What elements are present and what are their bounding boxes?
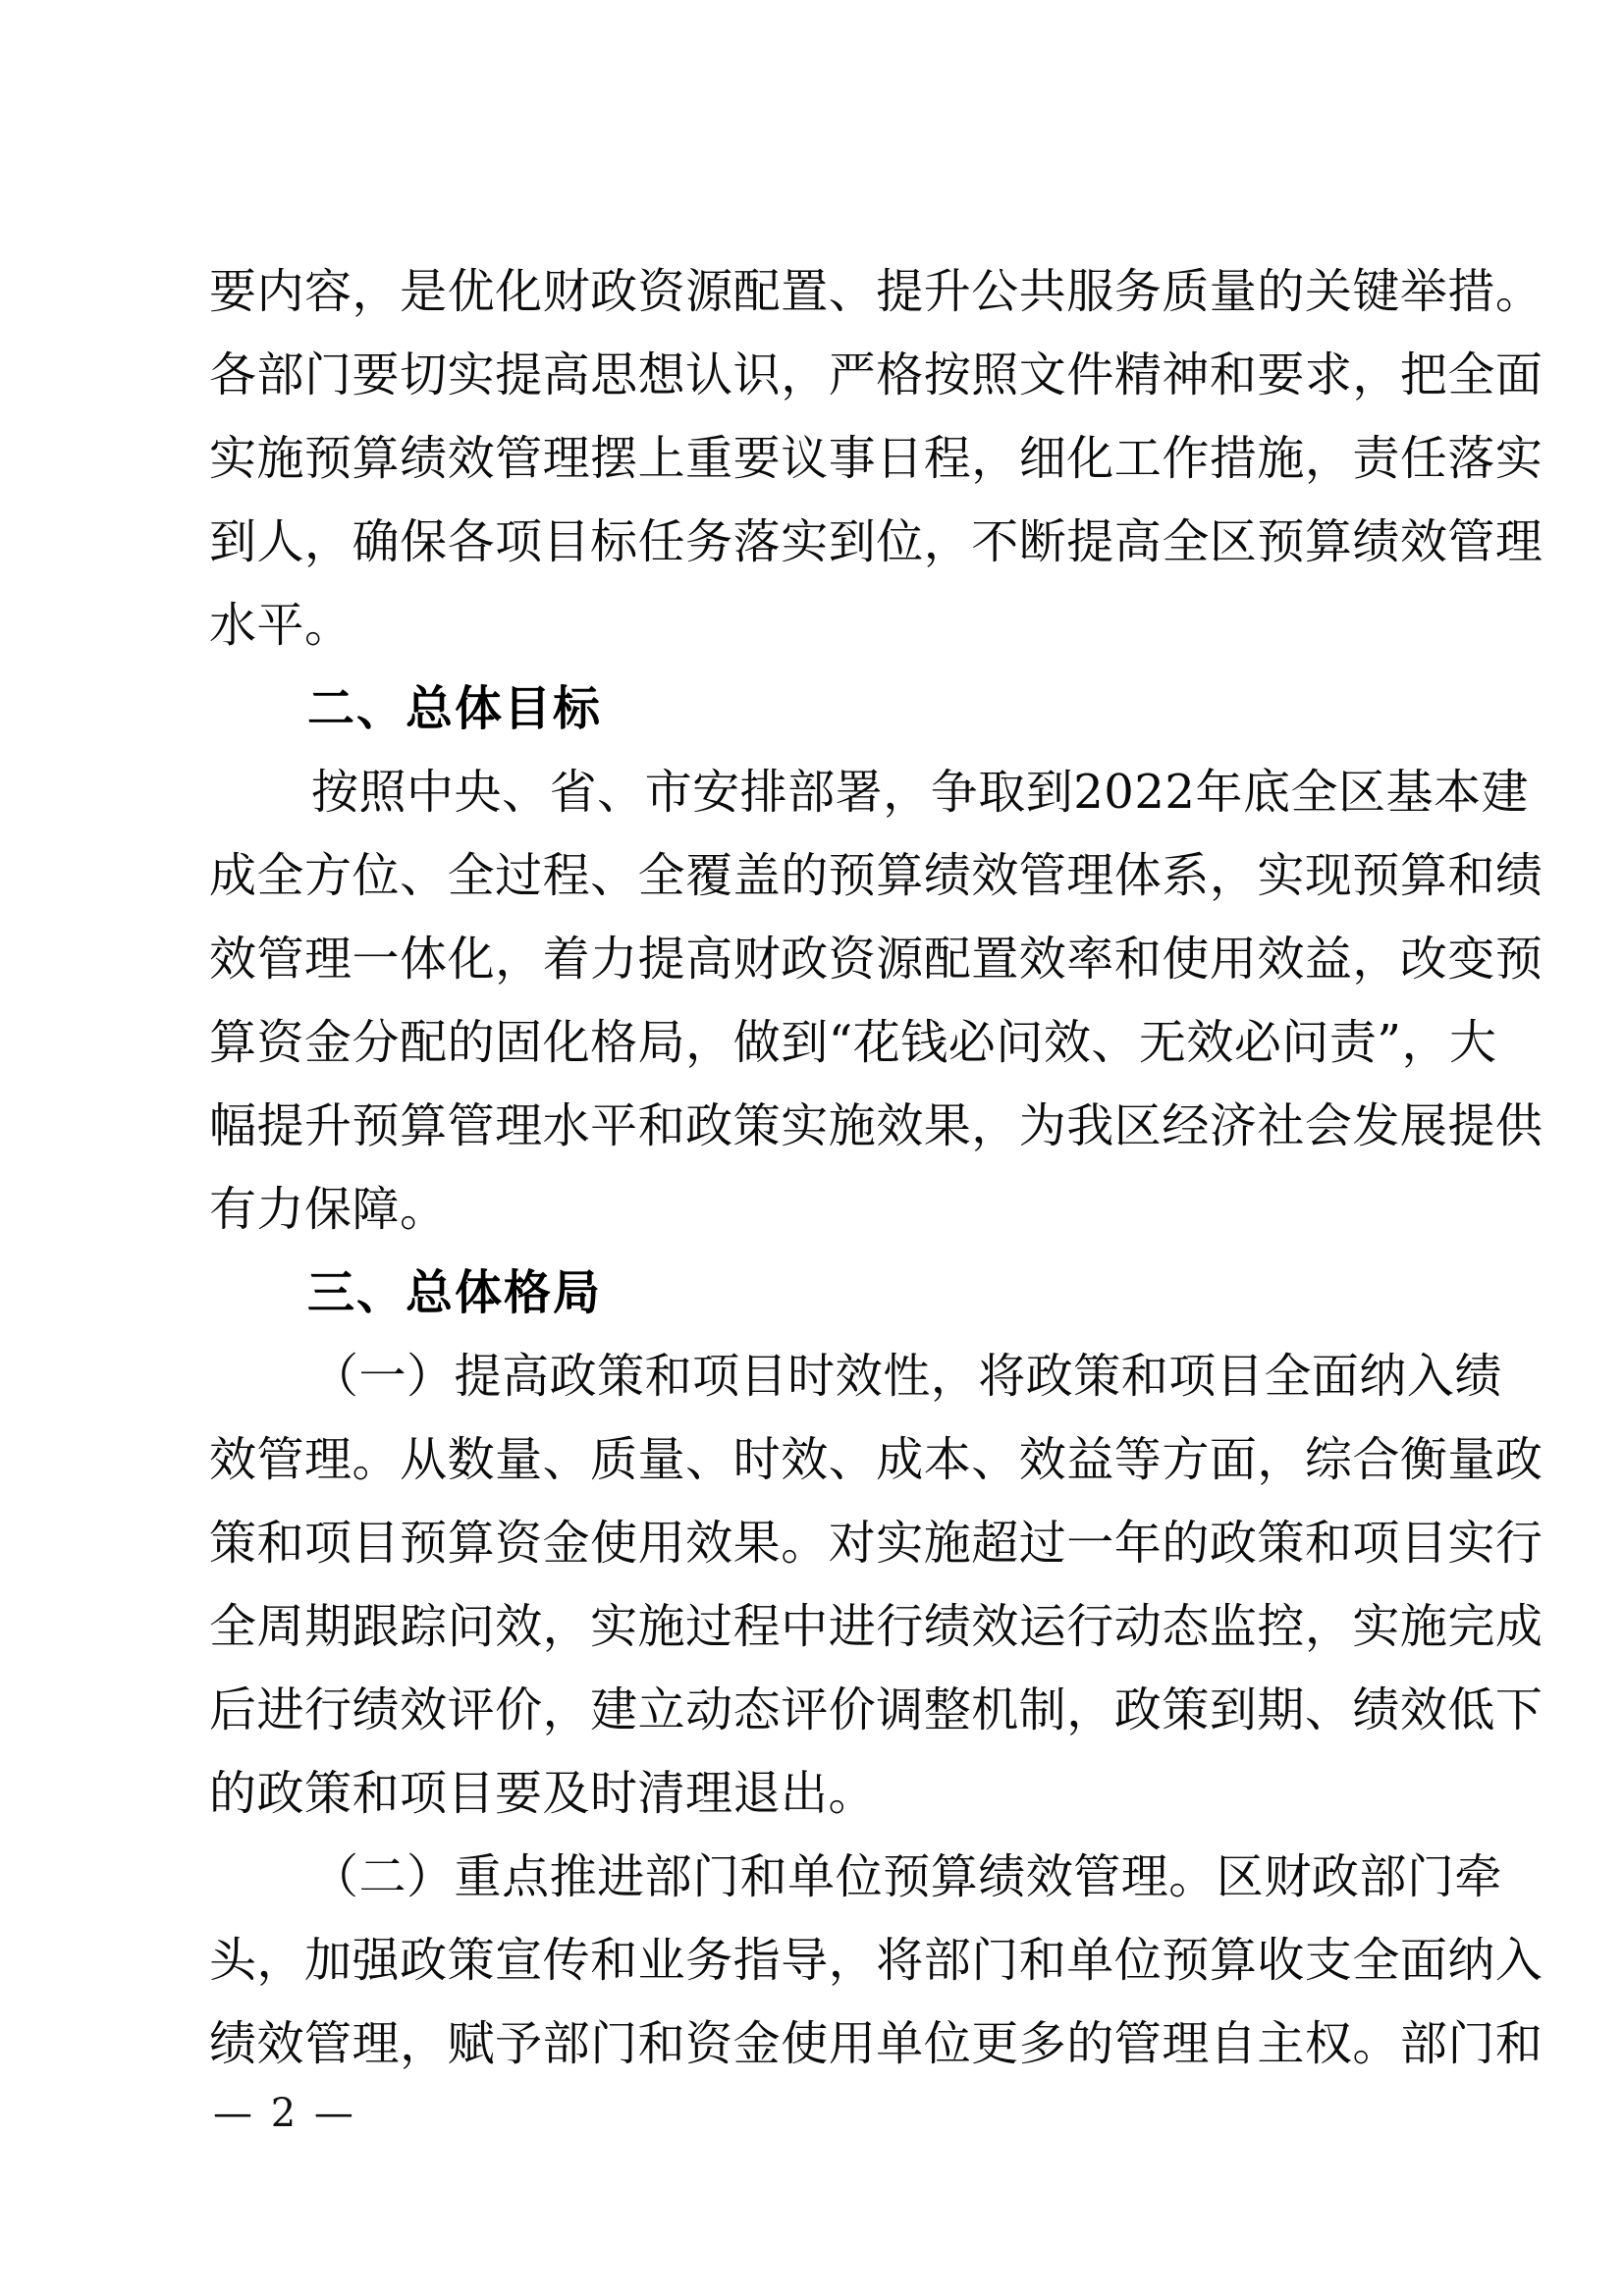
text-line: 成 全 方 位 、 全 过 程 、 全 覆 盖 的 预 算 绩 效 管 理 体 系 ， 实 现 预 算 和 绩 xyxy=(209,848,1543,903)
section-heading-3: 三、总体格局 xyxy=(307,1265,603,1320)
text-line: 绩 效 管 理 ， 赋 予 部 门 和 资 金 使 用 单 位 更 多 的 管 理 自 主 权 。 部 门 和 xyxy=(209,2016,1543,2071)
text-line: 要 内 容 ， 是 优 化 财 政 资 源 配 置 、 提 升 公 共 服 务 质 量 的 关 键 举 措 。 xyxy=(209,264,1543,319)
text-line: 幅 提 升 预 算 管 理 水 平 和 政 策 实 施 效 果 ， 为 我 区 经 济 社 会 发 展 提 供 xyxy=(209,1098,1543,1153)
paragraph-item-one xyxy=(209,1335,1543,1836)
text-line: 各 部 门 要 切 实 提 高 思 想 认 识 ， 严 格 按 照 文 件 精 神 和 要 求 ， 把 全 面 xyxy=(209,347,1543,402)
text-line: 按 照 中 央 、 省 、 市 安 排 部 署 ， 争 取 到 2 0 2 2 年 底 全 区 基 本 建 xyxy=(311,765,1530,820)
document-body xyxy=(209,250,1543,2086)
page-number: — 2 — xyxy=(213,2091,356,2136)
text-line: （ 二 ） 重 点 推 进 部 门 和 单 位 预 算 绩 效 管 理 。 区 财 政 部 门 牵 xyxy=(311,1849,1502,1904)
text-line: （ 一 ） 提 高 政 策 和 项 目 时 效 性 ， 将 政 策 和 项 目 全 面 纳 入 绩 xyxy=(311,1349,1502,1404)
section-heading-2: 二、总体目标 xyxy=(307,681,603,736)
paragraph-continuation xyxy=(209,250,1543,667)
text-line: 的政策和项目要及时清理退出。 xyxy=(209,1766,877,1821)
text-line: 效 管 理 一 体 化 ， 着 力 提 高 财 政 资 源 配 置 效 率 和 使 用 效 益 ， 改 变 预 xyxy=(209,932,1543,987)
text-line: 全 周 期 跟 踪 问 效 ， 实 施 过 程 中 进 行 绩 效 运 行 动 态 监 控 ， 实 施 完 成 xyxy=(209,1599,1543,1654)
text-line: 效 管 理 。 从 数 量 、 质 量 、 时 效 、 成 本 、 效 益 等 方 面 ， 综 合 衡 量 政 xyxy=(209,1432,1543,1487)
text-line: 头 ， 加 强 政 策 宣 传 和 业 务 指 导 ， 将 部 门 和 单 位 预 算 收 支 全 面 纳 入 xyxy=(209,1933,1543,1988)
text-line: 后 进 行 绩 效 评 价 ， 建 立 动 态 评 价 调 整 机 制 ， 政 策 到 期 、 绩 效 低 下 xyxy=(209,1682,1543,1737)
text-line: 策 和 项 目 预 算 资 金 使 用 效 果 。 对 实 施 超 过 一 年 的 政 策 和 项 目 实 行 xyxy=(209,1516,1543,1571)
text-line: 到 人 ， 确 保 各 项 目 标 任 务 落 实 到 位 ， 不 断 提 高 全 区 预 算 绩 效 管 理 xyxy=(209,514,1543,569)
text-line: 有力保障。 xyxy=(209,1182,448,1237)
text-line: 实 施 预 算 绩 效 管 理 摆 上 重 要 议 事 日 程 ， 细 化 工 作 措 施 ， 责 任 落 实 xyxy=(209,431,1543,486)
text-line: 水平。 xyxy=(209,598,352,653)
text-line: 算 资 金 分 配 的 固 化 格 局 ， 做 到 “ 花 钱 必 问 效 、 无 效 必 问 责 ” ， 大 xyxy=(209,1015,1497,1070)
paragraph-item-two xyxy=(209,1836,1543,2086)
paragraph-overall-goal xyxy=(209,751,1543,1252)
